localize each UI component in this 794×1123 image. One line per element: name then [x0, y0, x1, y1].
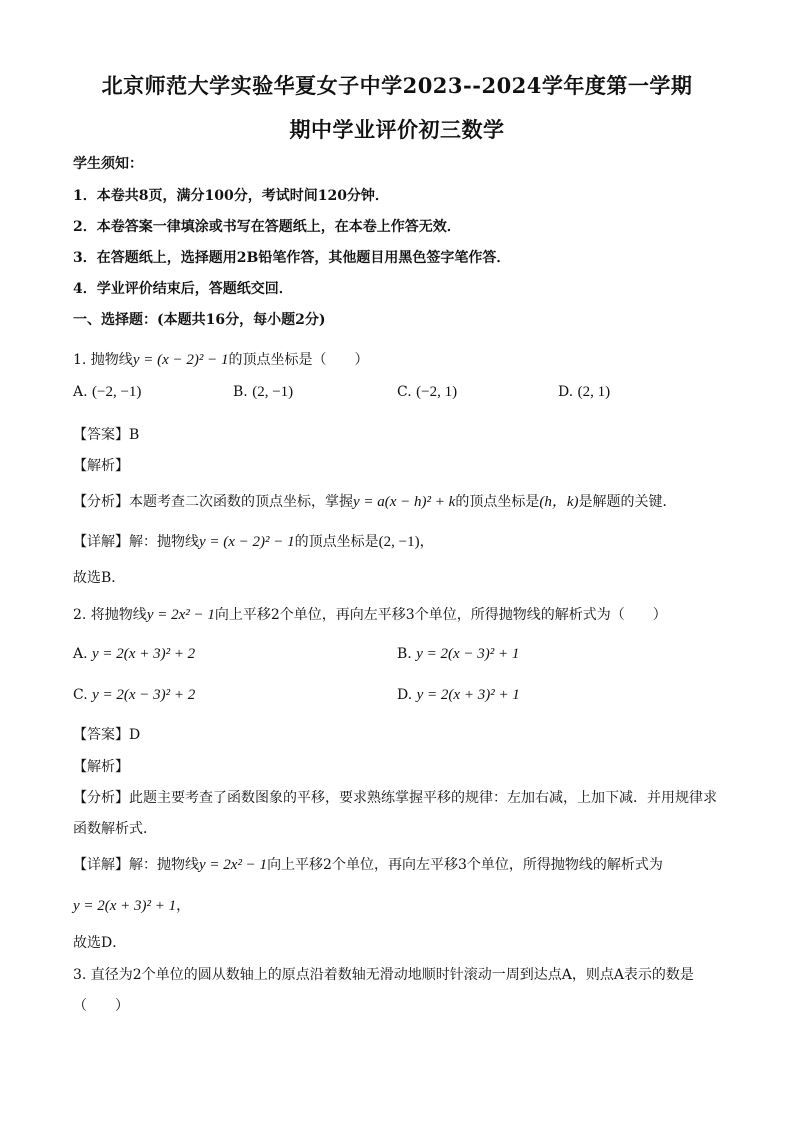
- q1-answer: B: [129, 427, 140, 443]
- q2-fenxi-line2: 函数解析式．: [73, 821, 157, 837]
- q2-option-b-label: B.: [397, 646, 412, 662]
- q1-option-d-value: (2, 1): [577, 384, 611, 400]
- q1-detail-tag: 【详解】: [73, 534, 129, 550]
- q2-fenxi-tag: 【分析】: [73, 790, 129, 806]
- notice-item-2: 2．本卷答案一律填涂或书写在答题纸上，在本卷上作答无效．: [73, 219, 461, 235]
- question-2-formula: y = 2x² − 1: [146, 607, 215, 623]
- question-3-stem-line1: 3. 直径为2个单位的圆从数轴上的原点沿着数轴无滑动地顺时针滚动一周到达点A，则点A表示的数是: [73, 967, 694, 983]
- q2-detail-tag: 【详解】: [73, 857, 129, 873]
- q1-option-c-label: C.: [397, 384, 412, 400]
- q1-detail-text3: ，: [419, 534, 434, 550]
- question-1-suffix: 的顶点坐标是（ ）: [228, 352, 369, 368]
- q1-option-b-label: B.: [233, 384, 248, 400]
- q2-detail-text1: 解：抛物线: [129, 857, 199, 873]
- q2-answer: D: [129, 727, 141, 743]
- notice-item-3: 3．在答题纸上，选择题用2B铅笔作答，其他题目用黑色签字笔作答．: [73, 250, 511, 266]
- section-heading: 一、选择题：(本题共16分，每小题2分): [73, 312, 326, 328]
- page-title-line1: 北京师范大学实验华夏女子中学2023--2024学年度第一学期: [101, 73, 693, 98]
- q2-answer-line: [73, 724, 140, 744]
- q1-option-a: [73, 384, 141, 401]
- q1-detail-formula: y = (x − 2)² − 1: [199, 534, 295, 550]
- q1-detail-point: (2, −1): [378, 534, 420, 550]
- question-2-stem: [73, 604, 667, 624]
- q2-option-b-value: y = 2(x − 3)² + 1: [416, 646, 520, 662]
- q1-analysis-label: 【解析】: [73, 458, 129, 474]
- q1-fenxi-line: [73, 490, 676, 511]
- q2-analysis-label: 【解析】: [73, 759, 129, 775]
- q1-answer-tag: 【答案】: [73, 427, 129, 443]
- q1-option-a-label: A.: [73, 384, 88, 400]
- q1-fenxi-text1: 本题考查二次函数的顶点坐标，掌握: [129, 494, 353, 510]
- notice-heading: 学生须知：: [73, 156, 143, 172]
- q1-option-a-value: (−2, −1): [92, 384, 142, 400]
- q1-detail-text2: 的顶点坐标是: [294, 534, 379, 550]
- q1-conclusion: 故选B．: [73, 570, 126, 586]
- q2-option-d-label: D.: [397, 687, 413, 703]
- q1-fenxi-tag: 【分析】: [73, 494, 129, 510]
- q1-option-b-value: (2, −1): [252, 384, 294, 400]
- q2-option-d: [397, 687, 520, 704]
- q2-result-formula: y = 2(x + 3)² + 1: [73, 898, 177, 914]
- q2-option-c: [73, 687, 195, 704]
- q1-analysis-tag: [73, 455, 129, 475]
- q1-option-b: [233, 384, 293, 401]
- question-1-formula: y = (x − 2)² − 1: [132, 352, 229, 368]
- q2-result-line: [73, 895, 190, 915]
- q2-answer-tag: 【答案】: [73, 727, 129, 743]
- q1-option-c: [397, 384, 457, 401]
- q2-analysis-tag: [73, 756, 129, 776]
- question-1-stem: [73, 349, 368, 369]
- q1-detail-text1: 解：抛物线: [129, 534, 199, 550]
- q1-fenxi-text2: 的顶点坐标是: [455, 494, 540, 510]
- q2-detail-formula: y = 2x² − 1: [199, 857, 268, 873]
- page-title-line2: 期中学业评价初三数学: [289, 117, 505, 142]
- q2-fenxi-line1: [73, 787, 717, 807]
- q1-fenxi-formula: y = a(x − h)² + k: [353, 494, 456, 510]
- question-3-stem-line2: （ ）: [73, 998, 129, 1014]
- q2-option-d-value: y = 2(x + 3)² + 1: [416, 687, 520, 703]
- question-1-prefix: 1. 抛物线: [73, 352, 133, 368]
- q2-fenxi-text1: 此题主要考查了函数图象的平移，要求熟练掌握平移的规律：左加右减，上加下减．并用规律求: [129, 790, 717, 806]
- q2-option-a: [73, 646, 195, 663]
- notice-item-4: 4．学业评价结束后，答题纸交回．: [73, 281, 293, 297]
- q2-conclusion: 故选D．: [73, 935, 127, 951]
- q2-option-c-value: y = 2(x − 3)² + 2: [92, 687, 196, 703]
- q2-detail-line: [73, 854, 663, 874]
- notice-item-1: 1．本卷共8页，满分100分，考试时间120分钟．: [73, 188, 389, 204]
- q2-detail-text2: 向上平移2个单位，再向左平移3个单位，所得抛物线的解析式为: [267, 857, 663, 873]
- question-2-prefix: 2. 将抛物线: [73, 607, 147, 623]
- q1-detail-line: [73, 531, 434, 551]
- q2-result-suffix: ，: [176, 898, 191, 914]
- q2-option-a-label: A.: [73, 646, 88, 662]
- q1-fenxi-point: (h，k): [539, 494, 579, 510]
- q2-option-b: [397, 646, 519, 663]
- q1-option-d: [558, 384, 610, 401]
- q1-fenxi-text3: 是解题的关键．: [578, 494, 677, 510]
- q1-option-d-label: D.: [558, 384, 574, 400]
- q1-option-c-value: (−2, 1): [416, 384, 458, 400]
- q2-option-c-label: C.: [73, 687, 88, 703]
- question-2-suffix: 向上平移2个单位，再向左平移3个单位，所得抛物线的解析式为（ ）: [214, 607, 667, 623]
- q1-answer-line: [73, 424, 139, 444]
- q2-option-a-value: y = 2(x + 3)² + 2: [92, 646, 196, 662]
